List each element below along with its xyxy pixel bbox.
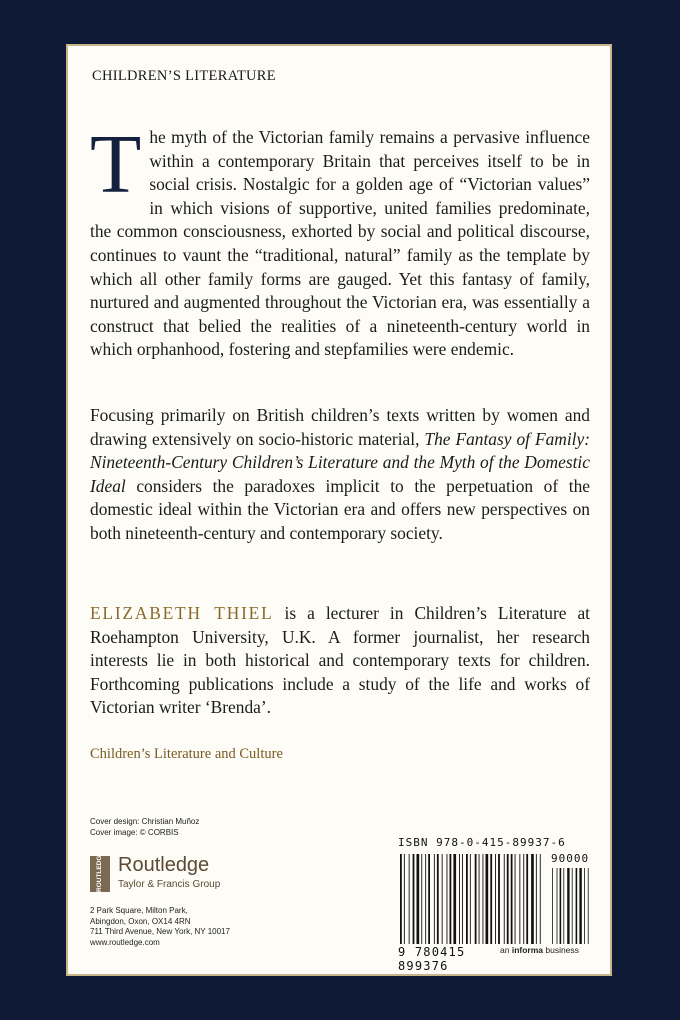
barcode-bar bbox=[434, 854, 435, 944]
barcode-icon bbox=[398, 854, 590, 944]
barcode-bar bbox=[486, 854, 489, 944]
ean-digits: 9 780415 899376 bbox=[398, 945, 466, 973]
barcode-bar bbox=[479, 854, 480, 944]
publisher-address bbox=[90, 906, 230, 948]
barcode-bar bbox=[540, 854, 541, 944]
barcode-bar bbox=[428, 854, 430, 944]
barcode-bar bbox=[421, 854, 422, 944]
barcode-bar bbox=[523, 854, 524, 944]
barcode-bar bbox=[442, 854, 443, 944]
barcode-bar bbox=[404, 854, 405, 944]
barcode-addon-bar bbox=[576, 868, 578, 944]
isbn-label: ISBN 978-0-415-89937-6 bbox=[398, 836, 566, 849]
description-paragraph-1 bbox=[90, 118, 590, 362]
series-heading: CHILDREN’S LITERATURE bbox=[92, 68, 276, 84]
barcode-addon-bar bbox=[579, 868, 581, 944]
barcode-bar bbox=[462, 854, 463, 944]
barcode-bar bbox=[409, 854, 410, 944]
barcode-bar bbox=[459, 854, 460, 944]
drop-cap: T bbox=[90, 118, 142, 211]
barcode-bar bbox=[400, 854, 402, 944]
barcode-bar bbox=[519, 854, 520, 944]
barcode-addon-bar bbox=[557, 868, 558, 944]
cover-image-credit: Cover image: © CORBIS bbox=[90, 828, 179, 837]
barcode-addon-bar bbox=[584, 868, 585, 944]
barcode-bar bbox=[531, 854, 534, 944]
author-bio bbox=[90, 602, 590, 720]
barcode-addon-bar bbox=[572, 868, 573, 944]
barcode-bar bbox=[425, 854, 426, 944]
paragraph-2-rest: considers the paradoxes implicit to the perpetuation of the domestic ideal within the Victorian era and offers new perspectives on both nineteenth-century and contemporary society. bbox=[90, 475, 590, 543]
author-bio-text: is a lecturer in Children’s Literature at Roehampton University, U.K. A former journalist, her research interests lie in both historical and contemporary texts for children. Forthcoming publications include a study of the life and works of Victorian writer ‘Brenda’. bbox=[90, 603, 591, 718]
informa-prefix: an bbox=[500, 945, 512, 955]
barcode-addon-bar bbox=[552, 868, 553, 944]
barcode-addon-bar bbox=[588, 868, 589, 944]
barcode-bar bbox=[475, 854, 477, 944]
barcode-bar bbox=[450, 854, 452, 944]
barcode-bar bbox=[437, 854, 439, 944]
address-line: Abingdon, Oxon, OX14 4RN bbox=[90, 916, 191, 926]
paragraph-2-intro: Focusing primarily on British children’s texts written by women and drawing extensively on socio-historic material, bbox=[90, 405, 590, 449]
barcode-bar bbox=[515, 854, 516, 944]
barcode-bar bbox=[495, 854, 496, 944]
paragraph-1-text: he myth of the Victorian family remains a pervasive influence within a contemporary Britain that perceives itself to be in social crisis. Nostalgic for a golden age of “Victorian values” in which visions of supportive, united families predominate, the common consciousness, exhorted by social and political discourse, continues to vaunt the “traditional, natural” family as the template by which all other family forms are gauged. Yet this fantasy of family, nurtured and augmented throughout the Victorian era, was essentially a construct that belied the realities of a nineteenth-century world in which orphanhood, fostering and stepfamilies were endemic. bbox=[90, 127, 590, 360]
barcode-addon-bar bbox=[560, 868, 562, 944]
informa-business-note bbox=[500, 945, 579, 955]
barcode-addon-bar bbox=[563, 868, 564, 944]
publisher-group: Taylor & Francis Group bbox=[118, 879, 221, 890]
address-line: 2 Park Square, Milton Park, bbox=[90, 906, 188, 915]
book-title: The Fantasy of Family: Nineteenth-Century Children’s Literature and the Myth of the Domestic Ideal bbox=[90, 428, 591, 496]
barcode-bar bbox=[447, 854, 448, 944]
series-name: Children’s Literature and Culture bbox=[90, 746, 283, 762]
cover-credits bbox=[90, 816, 199, 838]
barcode-bar bbox=[490, 854, 492, 944]
publisher-logo bbox=[90, 851, 270, 894]
barcode-bar bbox=[453, 854, 456, 944]
back-cover-panel bbox=[66, 44, 612, 976]
barcode-bar bbox=[413, 854, 415, 944]
informa-brand: informa bbox=[511, 945, 543, 955]
website: www.routledge.com bbox=[90, 937, 160, 947]
description-paragraph-2 bbox=[90, 404, 590, 546]
routledge-mark-icon: ROUTLEDGE bbox=[90, 856, 110, 892]
price-code: 90000 bbox=[551, 852, 590, 865]
barcode-bar bbox=[507, 854, 509, 944]
barcode-bar bbox=[417, 854, 420, 944]
address-line: 711 Third Avenue, New York, NY 10017 bbox=[90, 927, 230, 937]
cover-design-credit: Cover design: Christian Muñoz bbox=[90, 817, 200, 826]
author-name: ELIZABETH THIEL bbox=[90, 603, 274, 623]
publisher-name: Routledge bbox=[118, 854, 210, 876]
barcode-bar bbox=[470, 854, 471, 944]
barcode-bar bbox=[511, 854, 513, 944]
barcode-bar bbox=[526, 854, 528, 944]
barcode-bar bbox=[483, 854, 484, 944]
barcode-bar bbox=[466, 854, 468, 944]
barcode-bar bbox=[504, 854, 505, 944]
barcode-bar bbox=[536, 854, 537, 944]
barcode-bar bbox=[498, 854, 500, 944]
barcode-addon-bar bbox=[567, 868, 569, 944]
informa-suffix: business bbox=[543, 945, 579, 955]
